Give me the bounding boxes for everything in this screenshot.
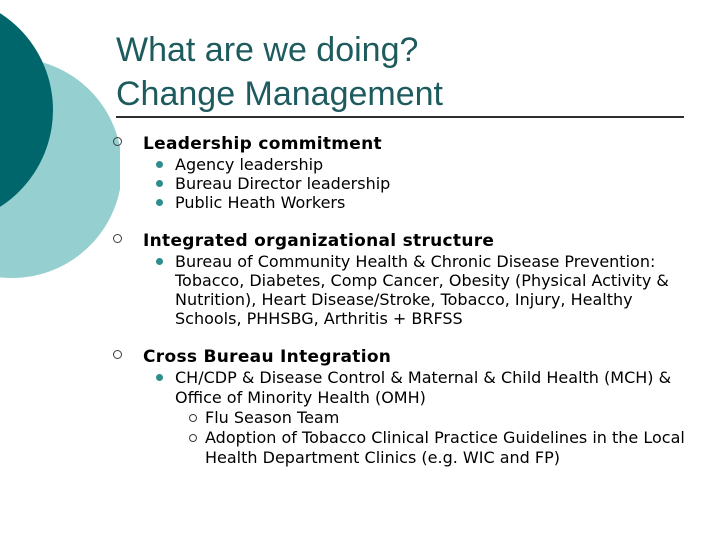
sub-list-item [143, 428, 693, 468]
list-item-text: Public Heath Workers [175, 193, 346, 212]
section-heading: Integrated organizational structure [143, 231, 495, 251]
hollow-bullet-icon [189, 434, 197, 442]
filled-bullet-icon [156, 258, 163, 265]
hollow-bullet-icon [113, 350, 122, 359]
decorative-circles [0, 0, 120, 300]
section-leadership [113, 133, 693, 212]
title-divider [116, 116, 684, 118]
hollow-bullet-icon [189, 414, 197, 422]
filled-bullet-icon [156, 161, 163, 168]
list-item [143, 174, 693, 193]
list-item-text: Bureau Director leadership [175, 174, 391, 193]
list-item-text: Agency leadership [175, 155, 324, 174]
hollow-bullet-icon [113, 137, 122, 146]
list-item [143, 252, 693, 328]
slide-title [116, 28, 696, 116]
sub-list-item [143, 408, 693, 428]
filled-bullet-icon [156, 180, 163, 187]
sub-list-item-text: Adoption of Tobacco Clinical Practice Guidelines in the Local Health Department Clinics (e.g. WIC and FP) [205, 428, 685, 467]
filled-bullet-icon [156, 374, 163, 381]
filled-bullet-icon [156, 199, 163, 206]
list-item [143, 368, 693, 408]
title-line-2: Change Management [116, 75, 444, 113]
list-item [143, 193, 693, 212]
slide-body [113, 133, 693, 468]
hollow-bullet-icon [113, 234, 122, 243]
sub-list-item-text: Flu Season Team [205, 408, 340, 427]
title-line-1: What are we doing? [116, 31, 419, 69]
section-cross-bureau [113, 346, 693, 468]
list-item [143, 155, 693, 174]
section-integrated-structure [113, 230, 693, 328]
section-heading: Leadership commitment [143, 134, 382, 154]
section-heading: Cross Bureau Integration [143, 347, 392, 367]
list-item-text: CH/CDP & Disease Control & Maternal & Child Health (MCH) & Office of Minority Health (OMH) [175, 368, 672, 407]
list-item-text: Bureau of Community Health & Chronic Disease Prevention: Tobacco, Diabetes, Comp Cancer, Obesity (Physical Activity & Nutrition), Heart Disease/Stroke, Tobacco, Injury, Healthy Schools, PHHSBG, Arthritis + BRFSS [175, 252, 669, 328]
